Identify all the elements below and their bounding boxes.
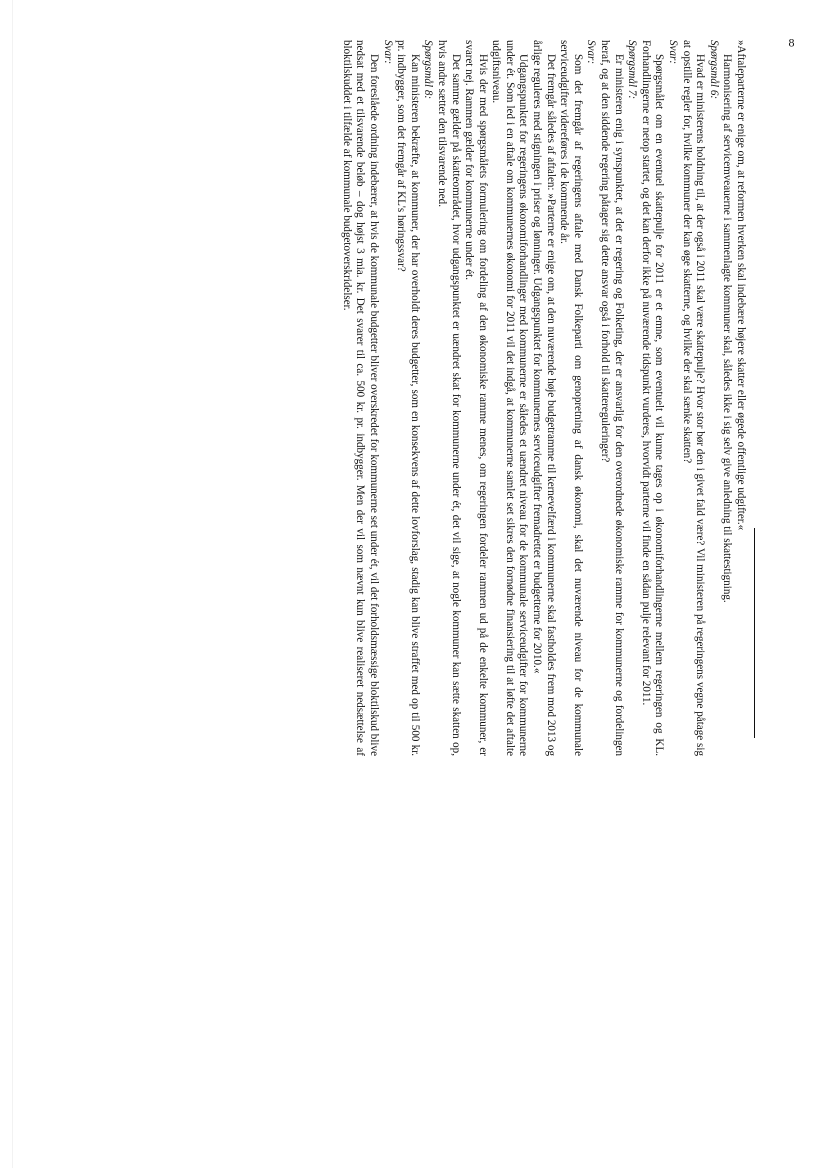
question-text-6: Hvad er ministerens holdning til, at der også i 2011 skal være skattepulje? Hvor stor bør den i givet fald være? Vil ministeren på regeringens vegne påtage sig at opstille regler for, hvilke kommuner der kan øge skatterne, og hvilke der skal sænke skatten? (680, 40, 707, 756)
answer-text-7-part-3: Udgangspunktet for regeringens økonomiforhandlinger med kommunerne er således et uændret niveau for de kommunale serviceudgifter for kommunerne under ét. Som led i en aftale om kommunernes økonomi for 2011 vil det indgå, at kommunerne samlet set sikres den fornødne finansiering til at løfte det aftalte udgiftsniveau. (490, 40, 530, 756)
answer-text-6: Spørgsmålet om en eventuel skattepulje for 2011 er et emne, som eventuelt vil kunne tages op i økonomiforhandlingerne mellem regeringen og KL. Forhandlingerne er netop startet, og det kan derfor ikke på nuværende tidspunkt vurderes, hvorvidt parterne vil finde en sådan pulje relevant for 2011. (639, 40, 666, 756)
paragraph: Harmonisering af servicemveauerne i sammenlagte kommuner skal, således ikke i sig selv give anledning til skattestigning. (721, 54, 734, 603)
answer-text-7-part-4: Hvis der med spørgsmålets formulering om fordeling af den økonomiske ramme menes, om regeringen fordeler rammen ud på de enkelte kommuner, er svaret nej. Rammen gælder for kommunerne under ét. (463, 40, 489, 756)
answer-heading-7: Svar: (585, 40, 598, 65)
question-heading-6: Spørgsmål 6: (707, 40, 720, 100)
question-text-8: Kan ministeren bekræfte, at kommuner, der har overholdt deres budgetter, som en konsekvens af dette lovforslag, stadig kan blive straffet med op til 500 kr. pr. indbygger, som det fremgår af KL's høringssvar? (395, 40, 421, 756)
answer-text-7-part-5: Det samme gælder på skatteområdet, hvor udgangspunktet er uændret skat for kommunerne under ét, det vil sige, at nogle kommuner kan sætte skatten op, hvis andre sætter den tilsvarende ned. (435, 40, 462, 756)
header-rule (754, 528, 755, 738)
answer-heading-8: Svar: (381, 40, 394, 65)
answer-text-8: Den foreslåede ordning indebærer, at hvis de kommunale budgetter bliver overskredet for kommunerne set under ét, vil det forholdsmæssige bloktilskud blive nedsat med et tilsvarende beløb – dog højst 3 mia. kr. Det svarer til ca. 500 kr. pr. indbygger. Men der vil som nævnt kun blive realiseret nedsættelse af bloktilskuddet i tilfælde af kommunale budgetoverskridelser. (340, 40, 380, 756)
page-number: 8 (788, 35, 795, 50)
answer-text-7-part-1: Som det fremgår af regeringens aftale med Dansk Folkeparti om genopretning af dansk økonomi, skal det nuværende niveau for de kommunale serviceudgifter videreføres i de kommende år. (558, 40, 584, 756)
body-text (339, 40, 747, 756)
question-heading-7: Spørgsmål 7: (626, 40, 639, 100)
answer-heading-6: Svar: (667, 40, 680, 65)
question-heading-8: Spørgsmål 8: (422, 40, 435, 100)
quote-paragraph: »Aftaleparterne er enige om, at reformen hverken skal indebære højere skatter eller øgede offentlige udgifter.« (735, 40, 747, 531)
answer-text-7-part-2: Det fremgår således af aftalen: »Parterne er enige om, at den nuværende høje budgetramme til kernevelfærd i kommunerne skal fastholdes frem mod 2013 og årlige reguleres med stigningen i priser og lønninger. Udgangspunktet for kommunernes serviceudgifter fremadrettet er budgetterne for 2010.« (531, 40, 557, 756)
question-text-7: Er ministeren enig i synspunktet, at det er regering og Folketing, der er ansvarlig for den overordnede økonomiske ramme for kommunerne og fordelingen heraf, og at den siddende regering påtager sig dette ansvar også i forhold til skattereguleringer? (599, 40, 625, 756)
